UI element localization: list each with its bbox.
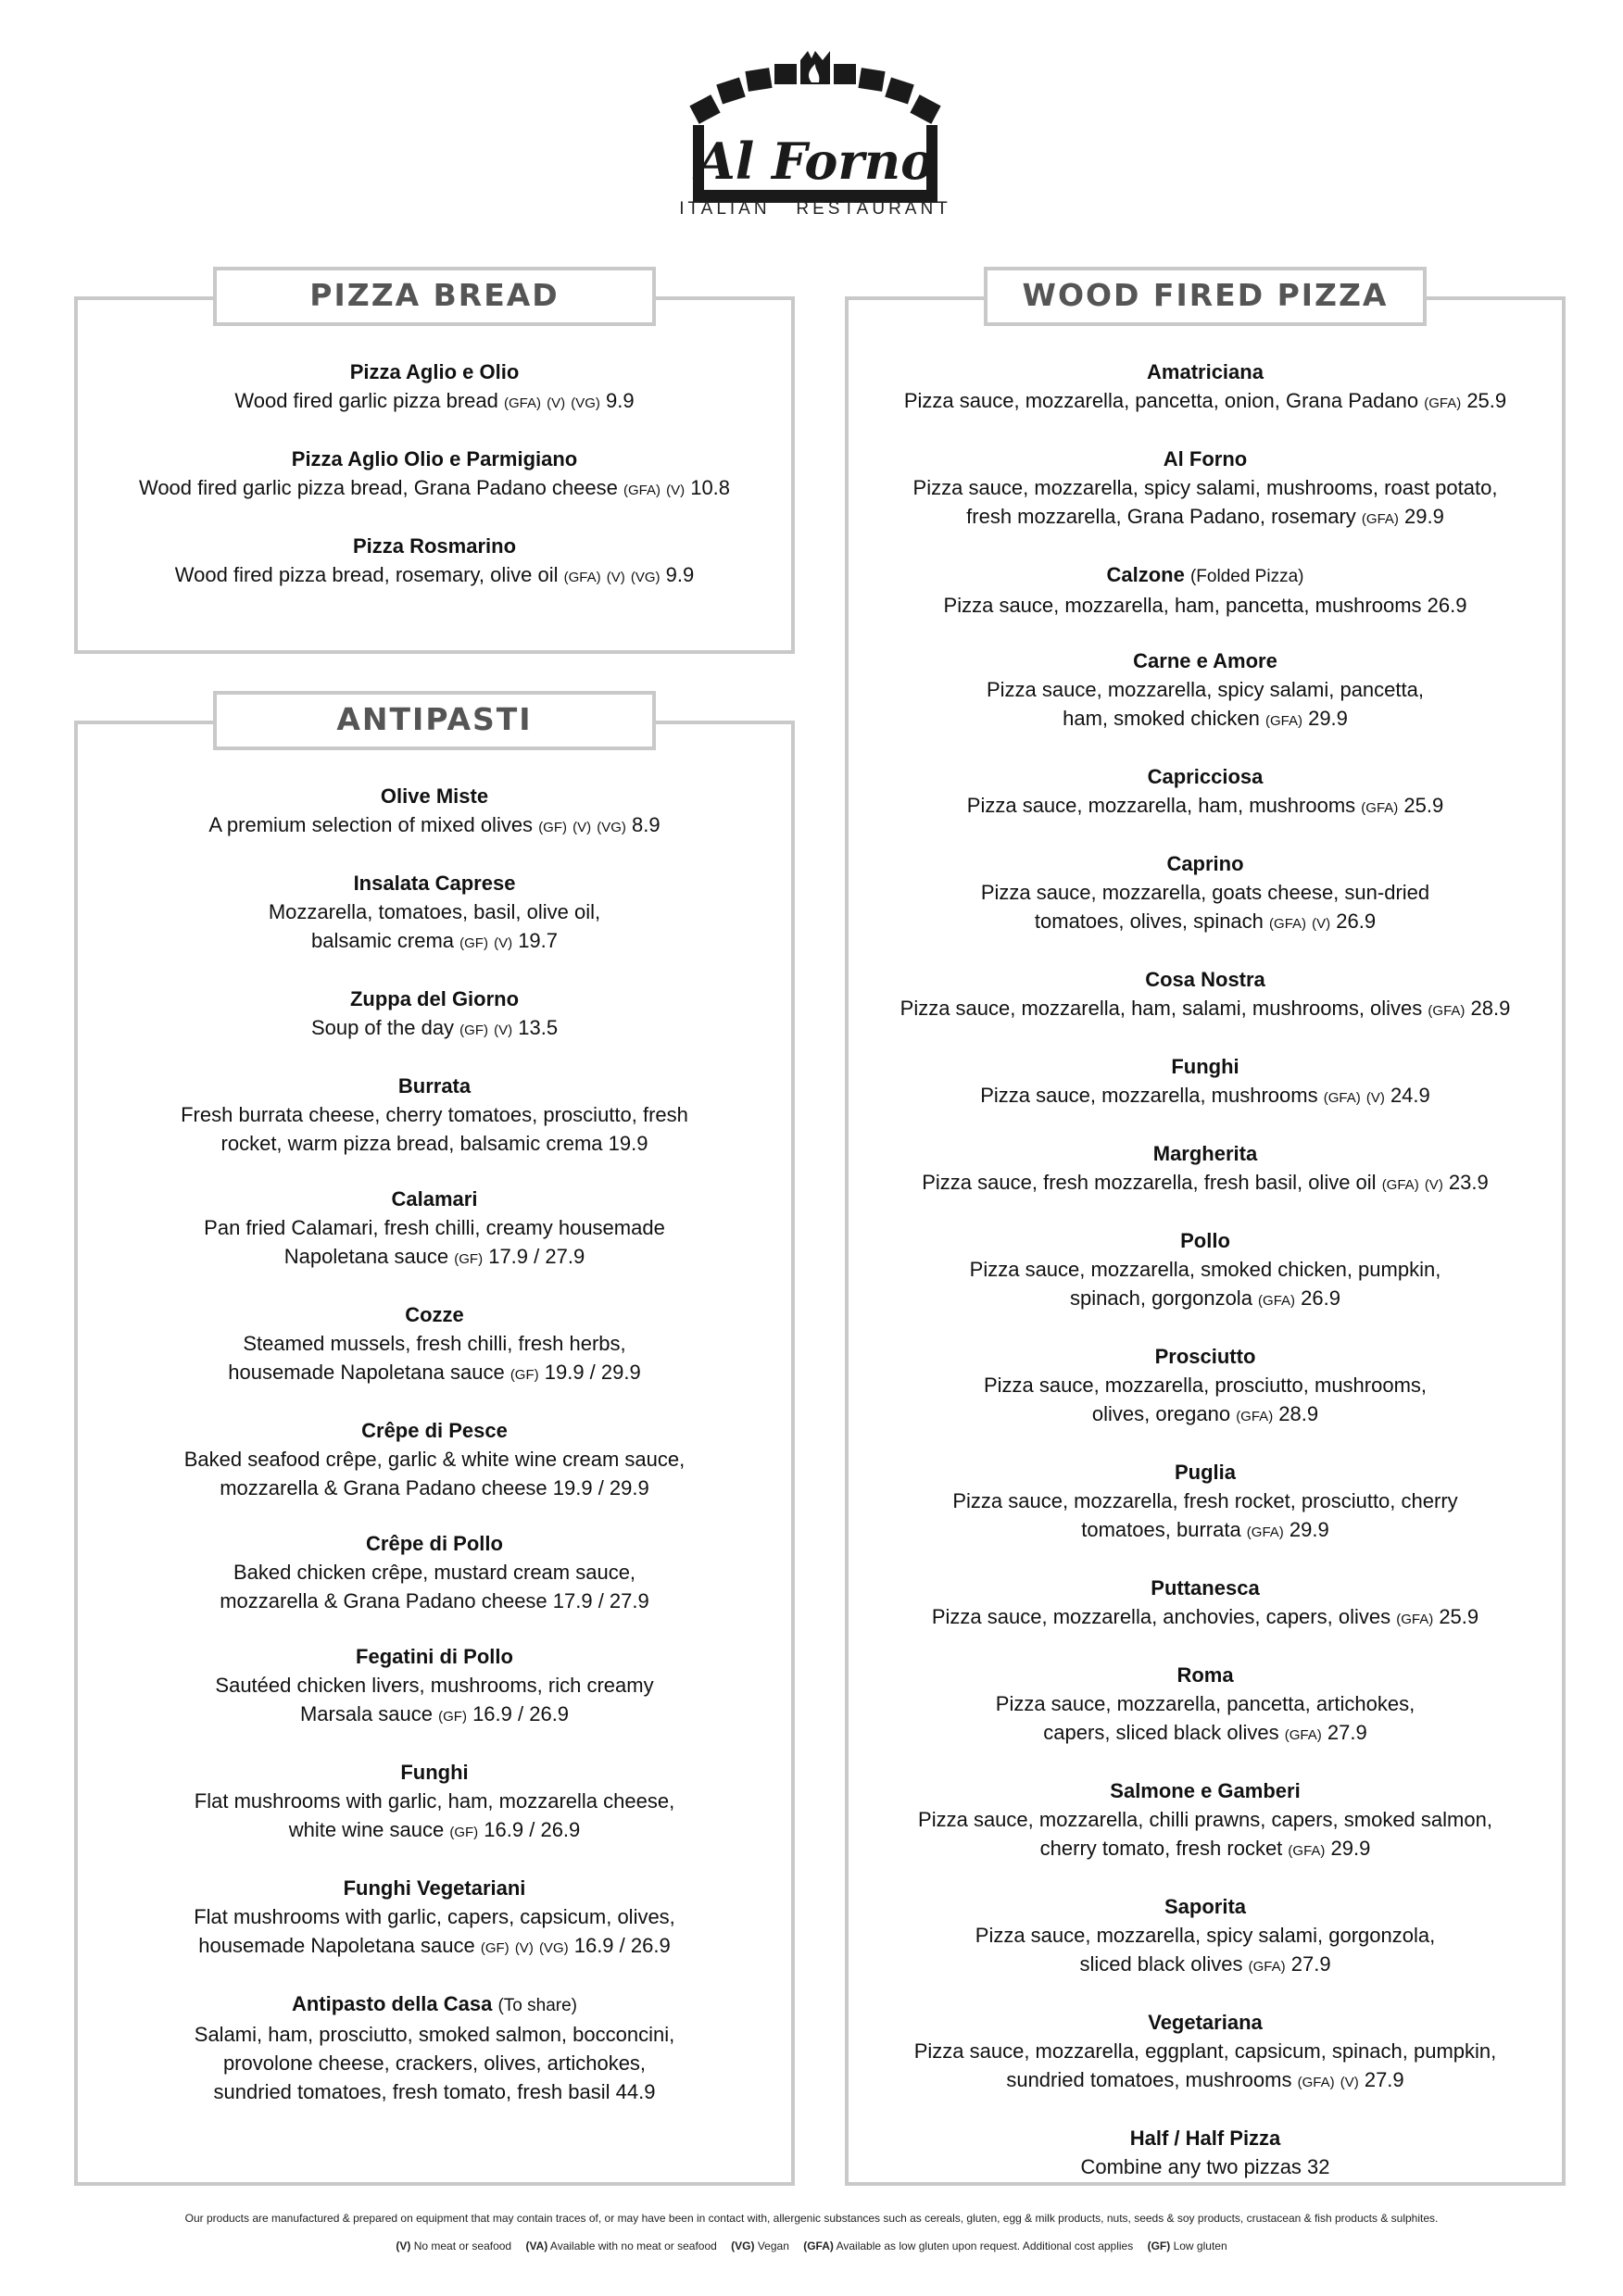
menu-item-name xyxy=(78,1758,791,1787)
menu-item-title: Half / Half Pizza xyxy=(1129,2127,1281,2150)
menu-item xyxy=(849,358,1562,418)
menu-item-title: Salmone e Gamberi xyxy=(1110,1779,1301,1802)
menu-item-description: Pizza sauce, mozzarella, ham, pancetta, mushrooms 26.9 xyxy=(943,594,1467,617)
menu-item-description: sliced black olives (GFA) 27.9 xyxy=(1079,1952,1331,1976)
menu-item-description: Pizza sauce, mozzarella, spicy salami, gorgonzola, xyxy=(975,1924,1436,1947)
dietary-tag: (GFA) xyxy=(504,395,541,411)
menu-item-description: Baked chicken crêpe, mustard cream sauce, xyxy=(233,1561,636,1584)
menu-item-description: fresh mozzarella, Grana Padano, rosemary (GFA) 29.9 xyxy=(966,505,1444,528)
menu-item xyxy=(849,445,1562,533)
menu-item-name xyxy=(78,1642,791,1671)
dietary-tag: (GFA) xyxy=(563,570,601,585)
menu-item xyxy=(78,869,791,958)
menu-item-note: (Folded Pizza) xyxy=(1189,567,1304,586)
menu-item-title: Pizza Aglio e Olio xyxy=(349,360,520,383)
menu-item-description: Pizza sauce, mozzarella, goats cheese, sun-dried xyxy=(980,881,1430,904)
pizza-bread-panel xyxy=(74,296,795,654)
menu-item xyxy=(849,2124,1562,2181)
menu-item xyxy=(849,1052,1562,1112)
dietary-tag: (GF) xyxy=(459,935,488,951)
menu-item-title: Zuppa del Giorno xyxy=(349,987,520,1010)
menu-item-description: Pizza sauce, mozzarella, ham, salami, mushrooms, olives (GFA) 28.9 xyxy=(900,997,1511,1020)
menu-item-description: tomatoes, burrata (GFA) 29.9 xyxy=(1081,1518,1329,1541)
legend-entry-va: (VA) Available with no meat or seafood xyxy=(525,2240,717,2252)
menu-item xyxy=(849,560,1562,620)
menu-item-description: Wood fired pizza bread, rosemary, olive oil (GFA) (V) (VG) 9.9 xyxy=(174,563,695,586)
menu-item xyxy=(849,1661,1562,1750)
menu-item-name xyxy=(78,358,791,386)
menu-item-name xyxy=(849,965,1562,994)
dietary-tag: (VG) xyxy=(630,570,661,585)
menu-item-name xyxy=(78,985,791,1013)
menu-item-description: housemade Napoletana sauce (GF) 19.9 / 29.9 xyxy=(228,1361,641,1384)
menu-item-title: Pollo xyxy=(1180,1229,1230,1252)
menu-item xyxy=(849,1342,1562,1431)
menu-item-title: Antipasto della Casa xyxy=(291,1992,493,2015)
menu-item-description: Pizza sauce, mozzarella, pancetta, artichokes, xyxy=(995,1692,1415,1715)
menu-item-description: Sautéed chicken livers, mushrooms, rich creamy xyxy=(215,1674,654,1697)
menu-item-name xyxy=(849,445,1562,473)
menu-item-description: Marsala sauce (GF) 16.9 / 26.9 xyxy=(299,1702,570,1725)
menu-item-description: mozzarella & Grana Padano cheese 19.9 / 29.9 xyxy=(220,1476,649,1499)
menu-item xyxy=(849,1139,1562,1199)
menu-item-title: Prosciutto xyxy=(1154,1345,1256,1368)
menu-item xyxy=(849,646,1562,735)
dietary-tag: (V) xyxy=(1365,1090,1385,1106)
menu-item-description: Flat mushrooms with garlic, capers, capsicum, olives, xyxy=(194,1905,675,1928)
menu-item-name xyxy=(78,1529,791,1558)
menu-item-title: Vegetariana xyxy=(1148,2011,1263,2034)
menu-item-description: Wood fired garlic pizza bread (GFA) (V) (VG) 9.9 xyxy=(234,389,635,412)
menu-item-name xyxy=(849,762,1562,791)
menu-item-description: balsamic crema (GF) (V) 19.7 xyxy=(310,929,559,952)
menu-item-title: Pizza Rosmarino xyxy=(352,534,517,558)
dietary-tag: (V) xyxy=(666,483,686,498)
pizza-items xyxy=(849,358,1562,2208)
menu-item xyxy=(849,762,1562,822)
menu-item-description: sundried tomatoes, mushrooms (GFA) (V) 27.9 xyxy=(1006,2068,1404,2091)
menu-item-name xyxy=(849,646,1562,675)
menu-item-description: tomatoes, olives, spinach (GFA) (V) 26.9 xyxy=(1034,910,1377,933)
menu-item-name xyxy=(849,849,1562,878)
allergen-disclaimer: Our products are manufactured & prepared on equipment that may contain traces of, or may have been in contact with, allergenic substances such as cereals, gluten, egg & milk products, nuts, seeds & soy products, crustacean & fish products & sulphites. xyxy=(184,2212,1439,2225)
dietary-tag: (V) xyxy=(572,820,592,835)
menu-item-name xyxy=(849,2124,1562,2152)
menu-item-title: Crêpe di Pollo xyxy=(366,1532,503,1555)
menu-item-title: Fegatini di Pollo xyxy=(356,1645,513,1668)
menu-item-title: Puglia xyxy=(1174,1461,1236,1484)
menu-item-note: (To share) xyxy=(497,1996,578,2015)
dietary-tag: (GFA) xyxy=(1284,1727,1322,1743)
antipasti-items xyxy=(78,782,791,2133)
dietary-tag: (GF) xyxy=(538,820,568,835)
menu-item-name xyxy=(78,1185,791,1213)
menu-item-name xyxy=(78,1874,791,1902)
menu-item-title: Insalata Caprese xyxy=(353,872,516,895)
menu-item-title: Amatriciana xyxy=(1147,360,1264,383)
menu-item-name xyxy=(849,1458,1562,1487)
dietary-tag: (GFA) xyxy=(1248,1959,1286,1975)
menu-item-name xyxy=(849,1776,1562,1805)
menu-item xyxy=(78,1529,791,1615)
menu-item-title: Puttanesca xyxy=(1151,1576,1260,1600)
menu-item-title: Cozze xyxy=(405,1303,464,1326)
dietary-tag: (GFA) xyxy=(1288,1843,1326,1859)
menu-item-description: olives, oregano (GFA) 28.9 xyxy=(1091,1402,1319,1425)
menu-item xyxy=(78,782,791,842)
menu-item-description: Pizza sauce, mozzarella, pancetta, onion, Grana Padano (GFA) 25.9 xyxy=(903,389,1507,412)
menu-item-title: Al Forno xyxy=(1163,447,1248,470)
menu-item-description: Salami, ham, prosciutto, smoked salmon, bocconcini, xyxy=(194,2023,675,2046)
dietary-tag: (VG) xyxy=(538,1940,569,1956)
pizza-bread-title: PIZZA BREAD xyxy=(213,267,656,326)
antipasti-title: ANTIPASTI xyxy=(213,691,656,750)
menu-item-description: spinach, gorgonzola (GFA) 26.9 xyxy=(1070,1286,1340,1310)
dietary-legend xyxy=(0,2240,1623,2252)
menu-item-name xyxy=(849,1052,1562,1081)
menu-item xyxy=(78,532,791,592)
menu-item-description: mozzarella & Grana Padano cheese 17.9 / 27.9 xyxy=(220,1589,649,1612)
menu-item-description: Mozzarella, tomatoes, basil, olive oil, xyxy=(268,900,601,923)
menu-item xyxy=(849,1892,1562,1981)
menu-item-description: Steamed mussels, fresh chilli, fresh herbs, xyxy=(243,1332,626,1355)
menu-item-title: Margherita xyxy=(1152,1142,1258,1165)
dietary-tag: (GF) xyxy=(510,1367,539,1383)
logo-tagline: ITALIAN RESTAURANT xyxy=(679,199,951,219)
menu-item-name xyxy=(78,782,791,810)
menu-item-description: Wood fired garlic pizza bread, Grana Padano cheese (GFA) (V) 10.8 xyxy=(138,476,731,499)
menu-item xyxy=(849,1226,1562,1315)
dietary-tag: (VG) xyxy=(571,395,600,411)
legend-entry-gfa: (GFA) Available as low gluten upon request. Additional cost applies xyxy=(803,2240,1134,2252)
menu-item xyxy=(78,1300,791,1389)
menu-item-description: A premium selection of mixed olives (GF) (V) (VG) 8.9 xyxy=(208,813,661,836)
menu-item-title: Burrata xyxy=(397,1074,472,1098)
dietary-tag: (GFA) xyxy=(1361,511,1399,527)
legend-entry-v: (V) No meat or seafood xyxy=(396,2240,512,2252)
dietary-tag: (VG) xyxy=(597,820,626,835)
menu-item-name xyxy=(849,1574,1562,1602)
menu-item-description: Napoletana sauce (GF) 17.9 / 27.9 xyxy=(283,1245,585,1268)
dietary-tag: (GF) xyxy=(480,1940,510,1956)
dietary-tag: (GF) xyxy=(459,1023,488,1038)
menu-item-description: Pizza sauce, mozzarella, eggplant, capsicum, spinach, pumpkin, xyxy=(913,2039,1497,2063)
menu-item-name xyxy=(849,2008,1562,2037)
dietary-tag: (GFA) xyxy=(1396,1612,1434,1627)
menu-item-description: rocket, warm pizza bread, balsamic crema 19.9 xyxy=(220,1132,648,1155)
menu-item xyxy=(78,1642,791,1731)
menu-item-name xyxy=(78,869,791,897)
dietary-tag: (V) xyxy=(494,935,513,951)
menu-item xyxy=(78,1185,791,1273)
menu-item-description: capers, sliced black olives (GFA) 27.9 xyxy=(1043,1721,1367,1744)
menu-item xyxy=(849,1458,1562,1547)
restaurant-logo xyxy=(679,51,951,236)
menu-item-description: ham, smoked chicken (GFA) 29.9 xyxy=(1063,707,1348,730)
dietary-tag: (V) xyxy=(1312,916,1331,932)
menu-item-name xyxy=(849,1139,1562,1168)
menu-item-title: Carne e Amore xyxy=(1133,649,1277,672)
menu-item xyxy=(78,358,791,418)
dietary-tag: (GFA) xyxy=(623,483,661,498)
menu-item-description: sundried tomatoes, fresh tomato, fresh basil 44.9 xyxy=(213,2080,656,2103)
menu-item-description: cherry tomato, fresh rocket (GFA) 29.9 xyxy=(1039,1837,1371,1860)
dietary-tag: (GFA) xyxy=(1269,916,1307,932)
menu-item-description: Pizza sauce, mozzarella, fresh rocket, prosciutto, cherry xyxy=(952,1489,1458,1512)
menu-item-description: Soup of the day (GF) (V) 13.5 xyxy=(310,1016,559,1039)
menu-item-description: Pizza sauce, mozzarella, chilli prawns, capers, smoked salmon, xyxy=(918,1808,1492,1831)
menu-item xyxy=(78,1758,791,1847)
dietary-tag: (V) xyxy=(1340,2075,1359,2090)
menu-item-title: Caprino xyxy=(1166,852,1244,875)
menu-item-title: Roma xyxy=(1176,1663,1234,1687)
menu-item-description: Pan fried Calamari, fresh chilli, creamy housemade xyxy=(204,1216,665,1239)
menu-item-name xyxy=(78,1416,791,1445)
menu-item-name xyxy=(849,1342,1562,1371)
menu-item xyxy=(849,965,1562,1025)
menu-item-name xyxy=(78,1989,791,2020)
menu-item-name xyxy=(78,1072,791,1100)
menu-item-description: Pizza sauce, mozzarella, prosciutto, mushrooms, xyxy=(983,1374,1428,1397)
menu-item-name xyxy=(849,358,1562,386)
menu-item-description: Pizza sauce, mozzarella, spicy salami, pancetta, xyxy=(987,678,1424,701)
menu-item-description: Pizza sauce, mozzarella, smoked chicken, pumpkin, xyxy=(969,1258,1441,1281)
dietary-tag: (GF) xyxy=(438,1709,467,1725)
dietary-tag: (GFA) xyxy=(1323,1090,1361,1106)
menu-item xyxy=(849,2008,1562,2097)
menu-item xyxy=(78,1072,791,1158)
menu-item xyxy=(78,1874,791,1963)
menu-item xyxy=(78,445,791,505)
menu-item-title: Capricciosa xyxy=(1147,765,1264,788)
antipasti-panel xyxy=(74,721,795,2186)
menu-item-title: Calamari xyxy=(391,1187,478,1211)
menu-item-description: Combine any two pizzas 32 xyxy=(1080,2155,1330,2178)
logo-wordmark: Al Forno xyxy=(696,132,935,191)
menu-item xyxy=(78,1989,791,2106)
menu-item-description: Pizza sauce, mozzarella, mushrooms (GFA) (V) 24.9 xyxy=(980,1084,1430,1107)
dietary-tag: (GFA) xyxy=(1258,1293,1296,1309)
dietary-tag: (GFA) xyxy=(1361,800,1399,816)
legend-entry-gf: (GF) Low gluten xyxy=(1147,2240,1227,2252)
menu-item xyxy=(78,985,791,1045)
menu-item-title: Funghi xyxy=(400,1761,469,1784)
dietary-tag: (GFA) xyxy=(1236,1409,1274,1424)
menu-item-title: Saporita xyxy=(1164,1895,1247,1918)
dietary-tag: (V) xyxy=(1424,1177,1443,1193)
pizza-bread-items xyxy=(78,358,791,619)
menu-item-title: Cosa Nostra xyxy=(1145,968,1265,991)
dietary-tag: (GFA) xyxy=(1264,713,1302,729)
menu-item xyxy=(78,1416,791,1502)
menu-item-description: Pizza sauce, mozzarella, ham, mushrooms (GFA) 25.9 xyxy=(966,794,1444,817)
dietary-tag: (GFA) xyxy=(1381,1177,1419,1193)
menu-item-name xyxy=(849,1226,1562,1255)
menu-item-title: Pizza Aglio Olio e Parmigiano xyxy=(291,447,578,470)
dietary-tag: (V) xyxy=(494,1023,513,1038)
menu-item-name xyxy=(849,560,1562,591)
dietary-tag: (GF) xyxy=(449,1825,479,1840)
dietary-tag: (V) xyxy=(514,1940,534,1956)
menu-item-name xyxy=(849,1661,1562,1689)
menu-item-title: Funghi xyxy=(1171,1055,1239,1078)
dietary-tag: (V) xyxy=(547,395,566,411)
menu-item-name xyxy=(78,532,791,560)
dietary-tag: (V) xyxy=(606,570,625,585)
dietary-tag: (GF) xyxy=(454,1251,484,1267)
menu-item-name xyxy=(78,1300,791,1329)
menu-item xyxy=(849,849,1562,938)
menu-item-description: white wine sauce (GF) 16.9 / 26.9 xyxy=(288,1818,581,1841)
menu-item-description: housemade Napoletana sauce (GF) (V) (VG) 16.9 / 26.9 xyxy=(198,1934,671,1957)
menu-item xyxy=(849,1776,1562,1865)
menu-item-title: Crêpe di Pesce xyxy=(361,1419,508,1442)
menu-item-description: provolone cheese, crackers, olives, artichokes, xyxy=(222,2051,647,2075)
legend-entry-vg: (VG) Vegan xyxy=(731,2240,789,2252)
menu-item-description: Fresh burrata cheese, cherry tomatoes, prosciutto, fresh xyxy=(181,1103,688,1126)
menu-item-name xyxy=(78,445,791,473)
menu-item xyxy=(849,1574,1562,1634)
menu-item-title: Funghi Vegetariani xyxy=(343,1876,526,1900)
menu-item-description: Pizza sauce, mozzarella, spicy salami, mushrooms, roast potato, xyxy=(912,476,1498,499)
menu-item-description: Pizza sauce, mozzarella, anchovies, capers, olives (GFA) 25.9 xyxy=(931,1605,1479,1628)
wood-fired-pizza-title: WOOD FIRED PIZZA xyxy=(984,267,1427,326)
dietary-tag: (GFA) xyxy=(1246,1524,1284,1540)
menu-item-name xyxy=(849,1892,1562,1921)
menu-item-description: Pizza sauce, fresh mozzarella, fresh basil, olive oil (GFA) (V) 23.9 xyxy=(922,1171,1489,1194)
dietary-tag: (GFA) xyxy=(1297,2075,1335,2090)
dietary-tag: (GFA) xyxy=(1424,395,1462,411)
wood-fired-pizza-panel xyxy=(845,296,1566,2186)
menu-item-title: Calzone xyxy=(1106,563,1185,586)
dietary-tag: (GFA) xyxy=(1428,1003,1466,1019)
menu-item-description: Baked seafood crêpe, garlic & white wine cream sauce, xyxy=(183,1448,686,1471)
menu-item-title: Olive Miste xyxy=(380,784,489,808)
menu-item-description: Flat mushrooms with garlic, ham, mozzarella cheese, xyxy=(194,1789,675,1813)
